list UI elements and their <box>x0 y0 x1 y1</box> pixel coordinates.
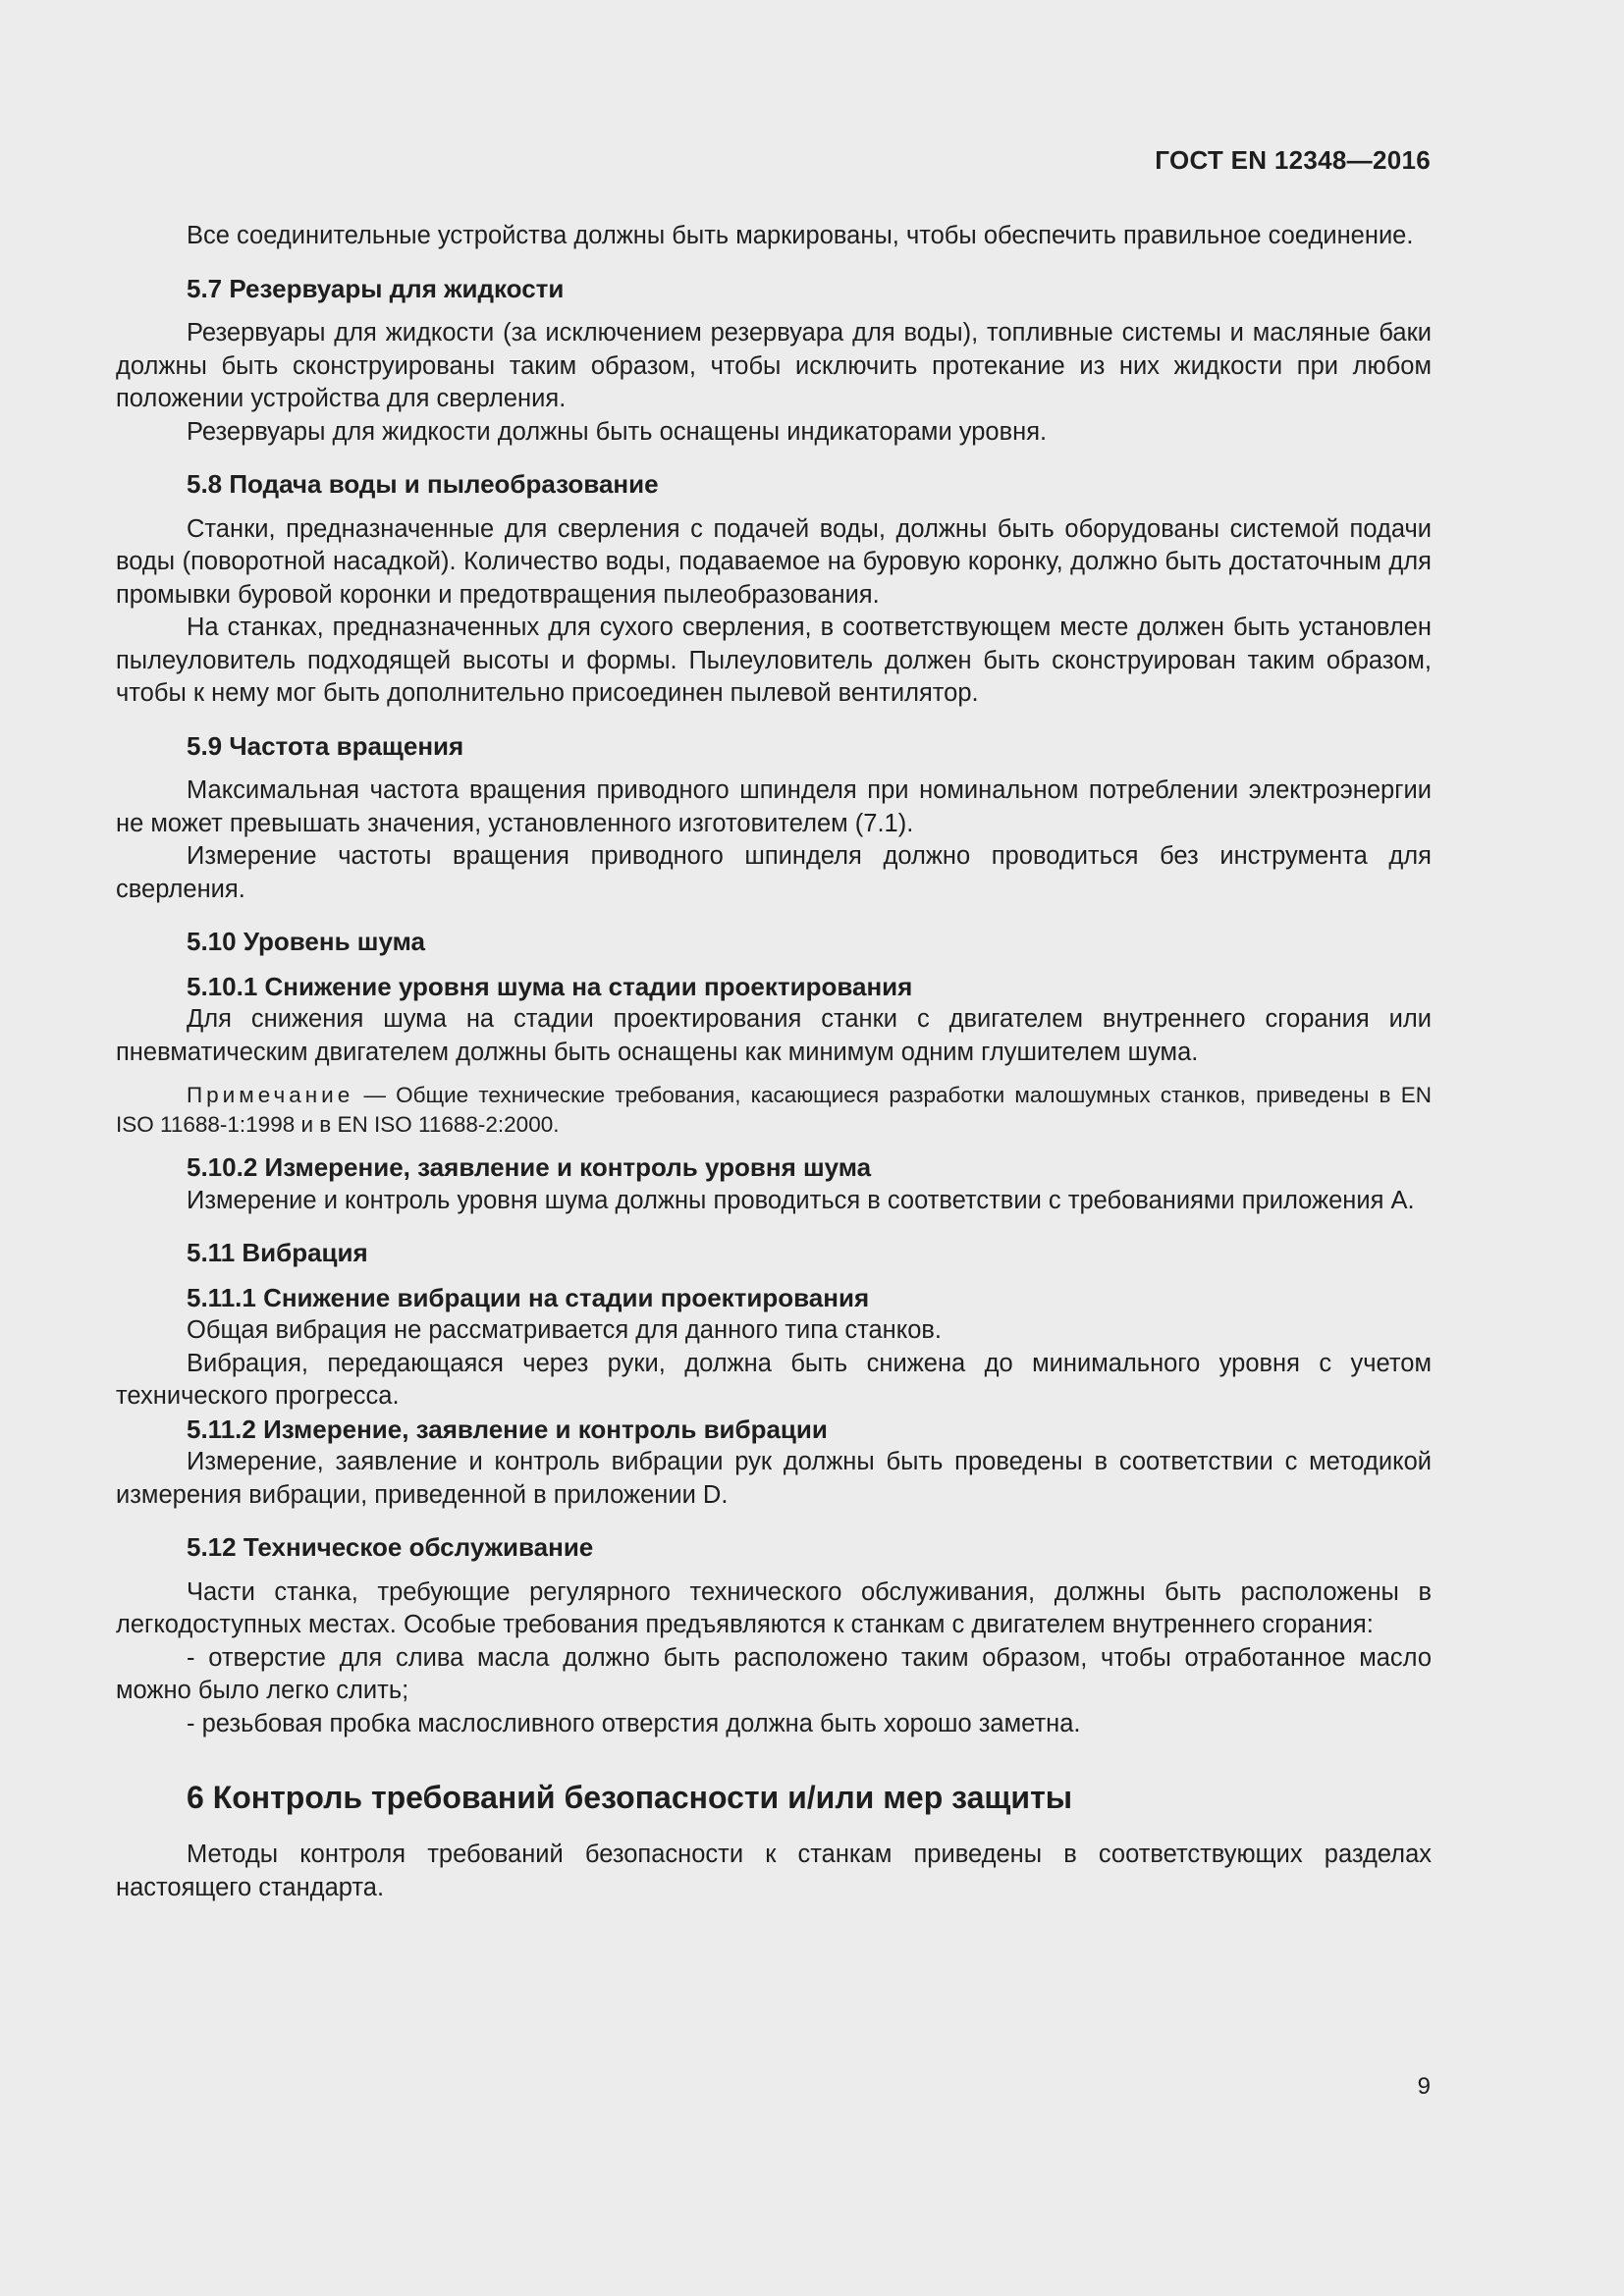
page-body <box>116 220 1432 1904</box>
standard-designation: ГОСТ EN 12348—2016 <box>1155 145 1431 175</box>
paragraph: Измерение частоты вращения приводного шпинделя должно проводиться без инструмента для сверления. <box>116 842 1432 903</box>
paragraph: Измерение, заявление и контроль вибрации рук должны быть проведены в соответствии с методикой измерения вибрации, приведенной в приложении D. <box>116 1448 1432 1509</box>
note-text: — Общие технические требования, касающиеся разработки малошумных станков, приведены в EN ISO 11688-1:1998 и в EN ISO 11688-2:2000. <box>116 1083 1432 1137</box>
paragraph: Станки, предназначенные для сверления с подачей воды, должны быть оборудованы системой подачи воды (поворотной насадкой). Количество воды, подаваемое на буровую коронку, должно быть достаточным для промывки буровой коронки и предотвращения пылеобразования. <box>116 514 1432 609</box>
list-item: - отверстие для слива масла должно быть расположено таким образом, чтобы отработанное масло можно было легко слить; <box>116 1643 1432 1704</box>
paragraph: Общая вибрация не рассматривается для данного типа станков. <box>187 1316 943 1344</box>
paragraph: Максимальная частота вращения приводного шпинделя при номинальном потреблении электроэнергии не может превышать значения, установленного изготовителем (7.1). <box>116 776 1432 837</box>
section-heading-6: 6 Контроль требований безопасности и/или мер защиты <box>187 1780 1073 1815</box>
paragraph: Части станка, требующие регулярного технического обслуживания, должны быть расположены в легкодоступных местах. Особые требования предъявляются к станкам с двигателем внутреннего сгорания: <box>116 1577 1432 1638</box>
section-heading-5-11: 5.11 Вибрация <box>187 1238 368 1267</box>
section-heading-5-12: 5.12 Техническое обслуживание <box>187 1532 594 1562</box>
subsection-heading-5-11-2: 5.11.2 Измерение, заявление и контроль вибрации <box>187 1414 828 1444</box>
paragraph: Резервуары для жидкости (за исключением резервуара для воды), топливные системы и масляные баки должны быть сконструированы таким образом, чтобы исключить протекание из них жидкости при любом положении устройства для сверления. <box>116 319 1432 412</box>
note-label: Примечание <box>187 1083 354 1107</box>
list-item: - резьбовая пробка маслосливного отверстия должна быть хорошо заметна. <box>187 1709 1081 1737</box>
page-number: 9 <box>1417 2073 1431 2100</box>
paragraph: Вибрация, передающаяся через руки, должна быть снижена до минимального уровня с учетом технического прогресса. <box>116 1349 1432 1410</box>
paragraph: Методы контроля требований безопасности к станкам приведены в соответствующих разделах настоящего стандарта. <box>116 1841 1432 1901</box>
paragraph: Резервуары для жидкости должны быть оснащены индикаторами уровня. <box>187 417 1048 446</box>
section-heading-5-8: 5.8 Подача воды и пылеобразование <box>187 469 659 499</box>
note <box>116 1081 1432 1140</box>
subsection-heading-5-10-2: 5.10.2 Измерение, заявление и контроль уровня шума <box>187 1152 872 1182</box>
paragraph: На станках, предназначенных для сухого сверления, в соответствующем месте должен быть установлен пылеуловитель подходящей высоты и формы. Пылеуловитель должен быть сконструирован таким образом, чтобы к нему мог быть дополнительно присоединен пылевой вентилятор. <box>116 614 1432 707</box>
subsection-heading-5-10-1: 5.10.1 Снижение уровня шума на стадии проектирования <box>187 971 913 1001</box>
paragraph: Измерение и контроль уровня шума должны проводиться в соответствии с требованиями приложения А. <box>187 1186 1415 1214</box>
paragraph: Для снижения шума на стадии проектирования станки с двигателем внутреннего сгорания или пневматическим двигателем должны быть оснащены как минимум одним глушителем шума. <box>116 1005 1432 1066</box>
section-heading-5-10: 5.10 Уровень шума <box>187 927 425 956</box>
intro-paragraph: Все соединительные устройства должны быть маркированы, чтобы обеспечить правильное соединение. <box>187 222 1414 249</box>
section-heading-5-9: 5.9 Частота вращения <box>187 730 464 761</box>
section-heading-5-7: 5.7 Резервуары для жидкости <box>187 273 565 303</box>
subsection-heading-5-11-1: 5.11.1 Снижение вибрации на стадии проектирования <box>187 1282 870 1312</box>
